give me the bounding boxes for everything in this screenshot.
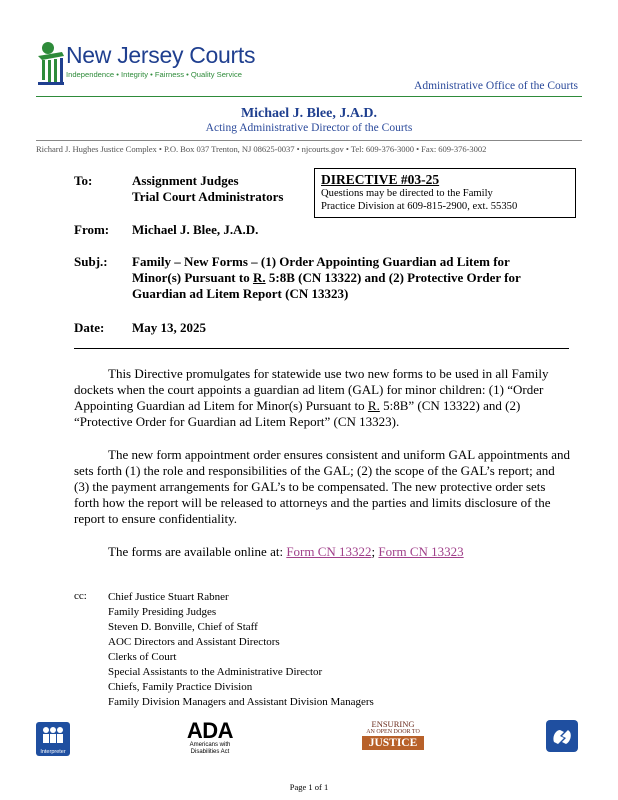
office-name: Administrative Office of the Courts xyxy=(414,80,578,92)
directive-question-1: Questions may be directed to the Family xyxy=(321,188,493,199)
subject-label: Subj.: xyxy=(74,254,108,269)
director-name: Michael J. Blee, J.A.D. xyxy=(240,106,378,121)
memo-rule xyxy=(74,348,569,349)
cc-label: cc: xyxy=(74,590,87,602)
form-cn-13323-link[interactable]: Form CN 13323 xyxy=(378,544,464,559)
nj-courts-logo xyxy=(36,38,261,90)
cc-recipient: Chiefs, Family Practice Division xyxy=(108,681,253,693)
sign-language-icon xyxy=(546,720,578,752)
director-title: Acting Administrative Director of the Courts xyxy=(205,122,413,134)
to-recipient-1: Assignment Judges xyxy=(132,173,239,188)
cc-recipient: Clerks of Court xyxy=(108,651,177,663)
interpreter-people-icon xyxy=(36,722,70,748)
courthouse-logo-icon xyxy=(36,38,68,90)
to-label: To: xyxy=(74,173,93,188)
page-number: Page 1 of 1 xyxy=(289,782,329,792)
from-label: From: xyxy=(74,222,110,237)
subject-line-3: Guardian ad Litem Report (CN 13323) xyxy=(132,286,349,301)
cc-recipient: Family Presiding Judges xyxy=(108,606,217,618)
directive-question-2: Practice Division at 609-815-2900, ext. 55350 xyxy=(321,201,518,212)
paragraph-3-text: The forms are available online at: xyxy=(108,544,287,559)
directive-box xyxy=(314,168,576,218)
ada-logo xyxy=(178,720,242,762)
interpreter-label: Interpreter xyxy=(40,749,66,755)
cc-recipient: Special Assistants to the Administrative Director xyxy=(108,666,323,678)
paragraph-3 xyxy=(74,544,572,560)
cc-recipient: AOC Directors and Assistant Directors xyxy=(108,636,280,648)
cc-list xyxy=(108,590,374,710)
interpreter-icon xyxy=(36,722,70,756)
subject-line-2 xyxy=(132,270,521,286)
paragraph-1 xyxy=(74,366,572,430)
header-rule xyxy=(36,96,582,97)
cc-recipient: Chief Justice Stuart Rabner xyxy=(108,591,229,603)
directive-number: DIRECTIVE #03-25 xyxy=(321,172,440,187)
cc-recipient: Family Division Managers and Assistant Division Managers xyxy=(108,696,374,708)
link-separator: ; xyxy=(371,544,379,559)
paragraph-1b: 5:8B” (CN 13322) and (2) “Protective Order for Guardian ad Litem Report” (CN 13323). xyxy=(74,398,521,429)
ada-subtext-1: Americans with xyxy=(189,742,231,748)
cc-recipient: Steven D. Bonville, Chief of Staff xyxy=(108,621,258,633)
justice-text: JUSTICE xyxy=(362,736,424,750)
form-cn-13322-link[interactable]: Form CN 13322 xyxy=(286,544,372,559)
ensuring-justice-logo xyxy=(362,720,424,754)
paragraph-1a: This Directive promulgates for statewide use two new forms to be used in all Family dockets when the court appoints a guardian ad litem (GAL) for minor children: (1) “Order Appointing Guardian ad Litem for Minor(s) Pursuant to xyxy=(74,366,549,413)
address-rule xyxy=(36,140,582,141)
open-door-text: AN OPEN DOOR TO xyxy=(366,729,420,735)
date-label: Date: xyxy=(74,320,105,335)
subject-line-1: Family – New Forms – (1) Order Appointing Guardian ad Litem for xyxy=(132,254,510,269)
paragraph-1-rule-ref: R. xyxy=(367,398,380,413)
hands-icon xyxy=(546,720,578,752)
logo-name: New Jersey Courts xyxy=(66,42,256,68)
logo-tagline: Independence • Integrity • Fairness • Quality Service xyxy=(66,70,242,79)
to-recipient-2: Trial Court Administrators xyxy=(132,189,284,204)
date-value: May 13, 2025 xyxy=(132,320,207,335)
subject-rule-ref: R. xyxy=(252,270,266,285)
subject-line-2b: 5:8B (CN 13322) and (2) Protective Order for xyxy=(265,270,521,285)
paragraph-2: The new form appointment order ensures consistent and uniform GAL appointments and sets forth (1) the role and responsibilities of the GAL; (2) the scope of the GAL’s report; and (3) the payment arrangements for GAL’s to be compensated. The new protective order sets forth how the report will be released to attorneys and the parties and limits disclosure of the report to ensure confidentiality. xyxy=(74,447,570,526)
address-line: Richard J. Hughes Justice Complex • P.O. Box 037 Trenton, NJ 08625-0037 • njcourts.gov • Tel: 609-376-3000 • Fax: 609-376-3002 xyxy=(36,144,487,154)
ada-subtext-2: Disabilities Act xyxy=(190,749,230,755)
ensuring-text: ENSURING xyxy=(371,719,415,729)
subject-line-2a: Minor(s) Pursuant to xyxy=(132,270,253,285)
ada-text: ADA xyxy=(186,718,234,743)
from-value: Michael J. Blee, J.A.D. xyxy=(132,222,259,237)
